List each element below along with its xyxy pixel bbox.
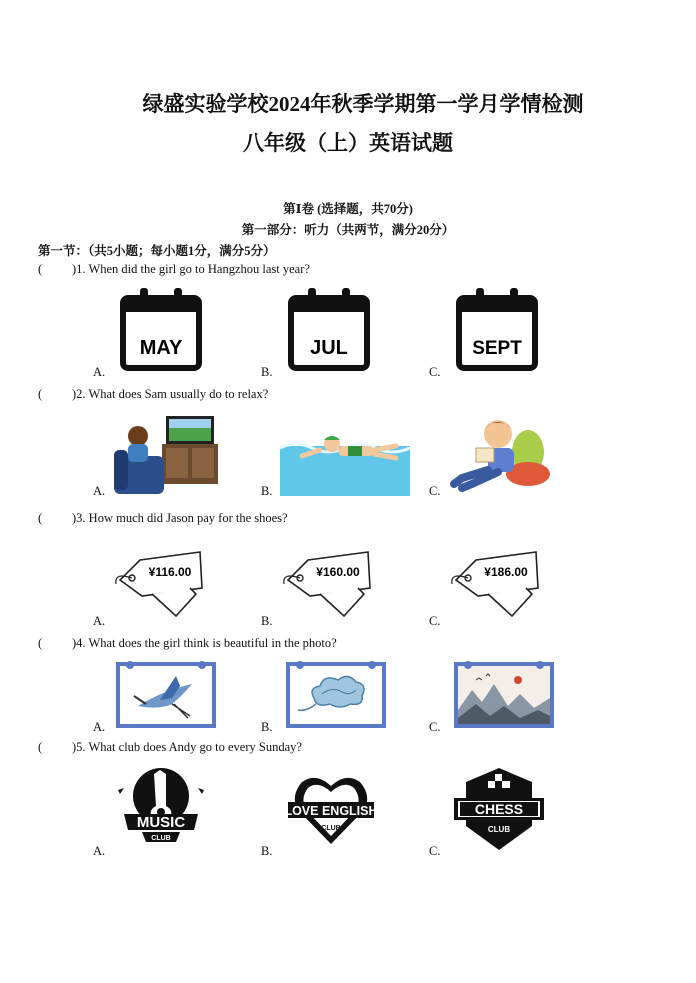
option-c-label: C.: [429, 844, 441, 858]
english-club-logo-icon: [284, 766, 378, 846]
calendar-icon: [118, 286, 206, 374]
question-4: ( )4. What does the girl think is beautiful in the photo?: [38, 636, 337, 650]
price-tag-icon: [448, 544, 540, 620]
option-a-label: A.: [93, 720, 106, 734]
option-b-label: B.: [261, 365, 273, 379]
volume-heading: 第Ⅰ卷 (选择题，共70分): [283, 202, 413, 216]
question-2: ( )2. What does Sam usually do to relax?: [38, 387, 269, 401]
option-c-label: C.: [429, 720, 441, 734]
question-text: 2. What does Sam usually do to relax?: [76, 387, 269, 401]
option-c-label: C.: [429, 484, 441, 498]
price-label: ¥186.00: [484, 565, 528, 579]
option-b-label: B.: [261, 484, 273, 498]
exam-title: 绿盛实验学校2024年秋季学期第一学月学情检测: [142, 92, 584, 116]
option-b-label: B.: [261, 844, 273, 858]
part-heading: 第一部分：听力（共两节，满分20分）: [241, 223, 455, 237]
option-b-label: B.: [261, 720, 273, 734]
option-a-label: A.: [93, 844, 106, 858]
club-sub: CLUB: [321, 825, 341, 832]
exam-subtitle: 八年级（上）英语试题: [243, 131, 453, 155]
reading-image: [448, 412, 550, 496]
option-a-label: A.: [93, 484, 106, 498]
option-c-label: C.: [429, 365, 441, 379]
calendar-month: SEPT: [472, 338, 522, 359]
price-tag-icon: [280, 544, 372, 620]
question-text: 1. When did the girl go to Hangzhou last year?: [76, 262, 310, 276]
club-name: MUSIC: [136, 814, 186, 831]
question-text: 4. What does the girl think is beautiful in the photo?: [76, 636, 337, 650]
question-3: ( )3. How much did Jason pay for the shoes?: [38, 511, 288, 525]
calendar-month: MAY: [139, 337, 183, 359]
mountain-landscape-image: [454, 660, 554, 728]
question-1: ( )1. When did the girl go to Hangzhou last year?: [38, 262, 310, 276]
cloud-painting-image: [286, 660, 386, 728]
answer-blank[interactable]: (: [38, 636, 43, 650]
option-b-label: B.: [261, 614, 273, 628]
calendar-month: JUL: [310, 337, 348, 359]
option-a-label: A.: [93, 365, 106, 379]
chess-club-logo-icon: [452, 766, 546, 852]
answer-blank[interactable]: (: [38, 262, 43, 276]
watching-tv-image: [110, 412, 222, 496]
question-text: 3. How much did Jason pay for the shoes?: [76, 511, 288, 525]
answer-blank[interactable]: (: [38, 387, 43, 401]
price-label: ¥160.00: [316, 565, 360, 579]
club-name: CHESS: [474, 801, 524, 817]
question-text: 5. What club does Andy go to every Sunday?: [76, 740, 302, 754]
question-5: ( )5. What club does Andy go to every Sunday?: [38, 740, 302, 754]
music-club-logo-icon: [114, 766, 208, 846]
club-sub: CLUB: [151, 835, 171, 842]
calendar-icon: [454, 286, 542, 374]
answer-blank[interactable]: (: [38, 511, 43, 525]
crane-painting-image: [116, 660, 216, 728]
club-sub: CLUB: [487, 825, 511, 834]
option-c-label: C.: [429, 614, 441, 628]
answer-blank[interactable]: (: [38, 740, 43, 754]
section-heading: 第一节：（共5小题；每小题1分，满分5分）: [38, 244, 276, 258]
club-name: LOVE ENGLISH: [284, 804, 378, 818]
option-a-label: A.: [93, 614, 106, 628]
swimming-image: [280, 430, 410, 496]
price-tag-icon: [112, 544, 204, 620]
calendar-icon: [286, 286, 374, 374]
price-label: ¥116.00: [148, 565, 192, 579]
